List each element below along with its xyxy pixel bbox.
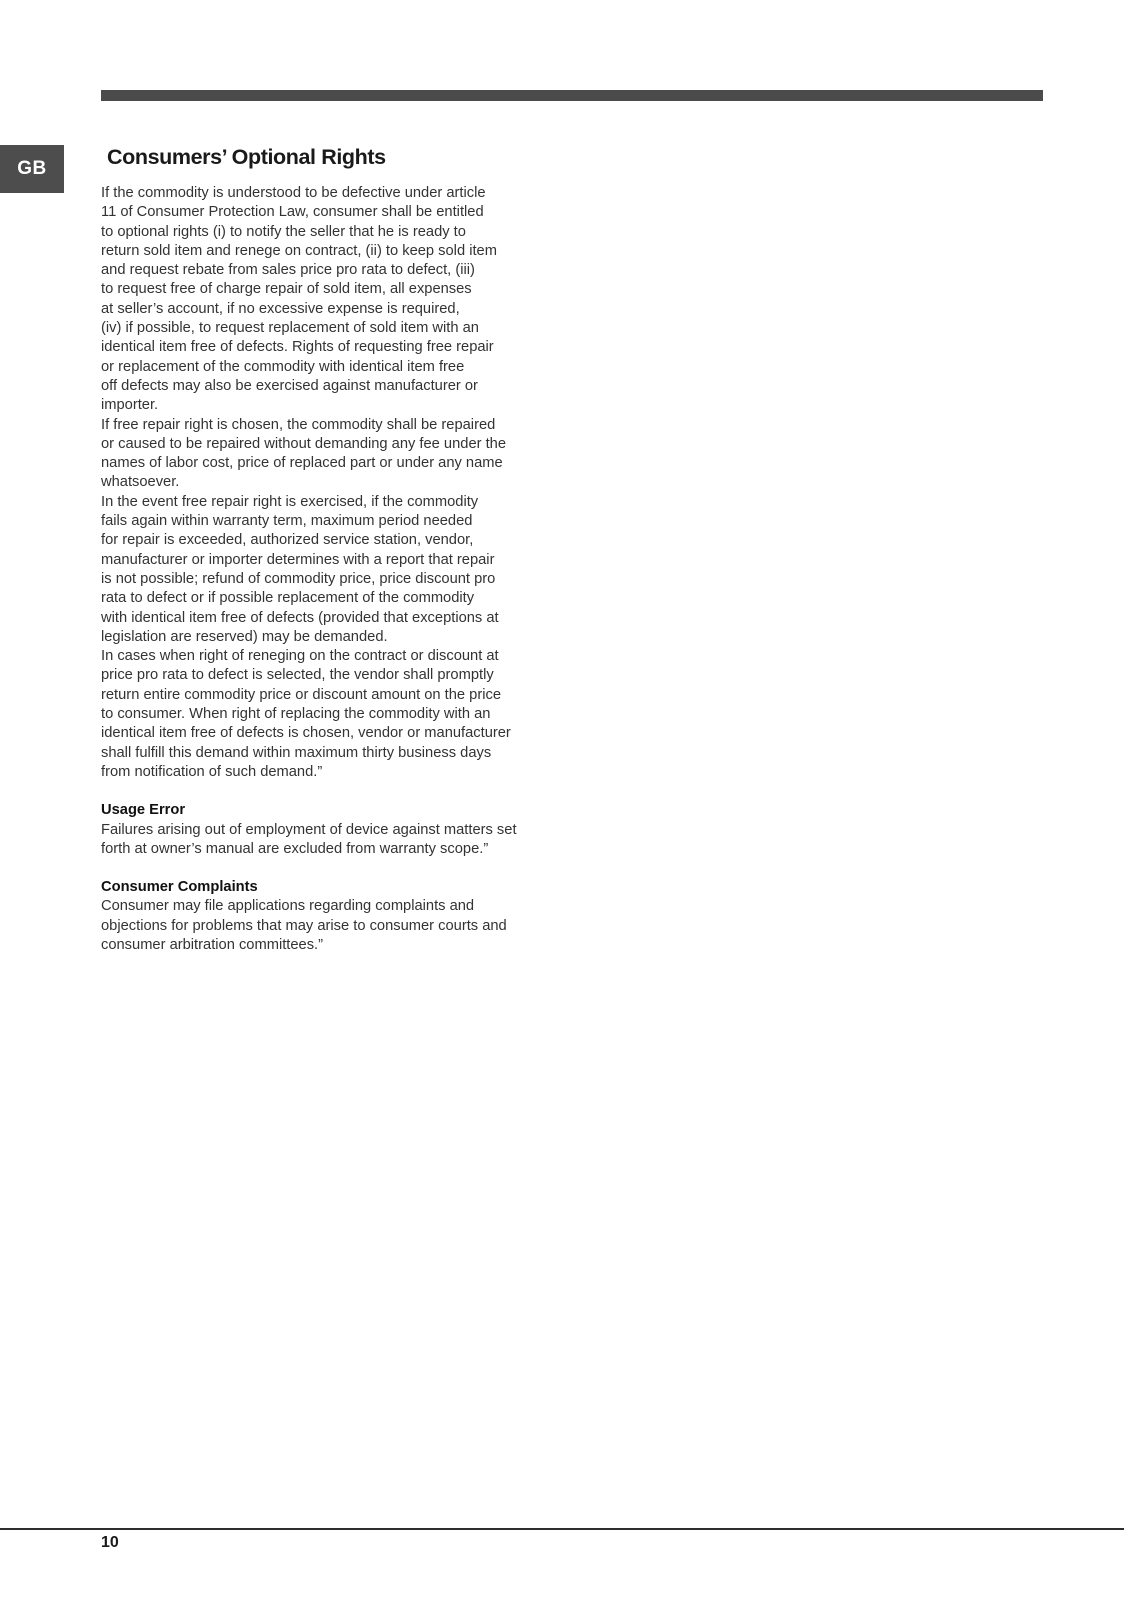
text-line: shall fulfill this demand within maximum thirty business days [101, 744, 492, 761]
text-line: If free repair right is chosen, the commodity shall be repaired [101, 416, 496, 433]
language-tab: GB [0, 145, 64, 193]
text-line: rata to defect or if possible replacement of the commodity [101, 590, 475, 607]
text-line: or replacement of the commodity with identical item free [101, 358, 465, 375]
consumer-complaints-section [101, 878, 571, 955]
text-line: is not possible; refund of commodity price, price discount pro [101, 570, 496, 587]
text-line: In cases when right of reneging on the contract or discount at [101, 648, 499, 665]
section-heading: Consumer Complaints [101, 879, 258, 896]
text-line: identical item free of defects is chosen, vendor or manufacturer [101, 725, 511, 742]
text-line: to request free of charge repair of sold item, all expenses [101, 281, 472, 298]
text-line: from notification of such demand.” [101, 763, 323, 780]
text-line: 11 of Consumer Protection Law, consumer shall be entitled [101, 204, 484, 221]
text-line: return entire commodity price or discount amount on the price [101, 686, 502, 703]
text-line: Failures arising out of employment of device against matters set [101, 821, 517, 838]
text-line: to consumer. When right of replacing the commodity with an [101, 706, 491, 723]
text-line: for repair is exceeded, authorized service station, vendor, [101, 532, 474, 549]
text-line: off defects may also be exercised against manufacturer or [101, 377, 478, 394]
text-line: at seller’s account, if no excessive expense is required, [101, 300, 460, 317]
text-line: identical item free of defects. Rights of requesting free repair [101, 339, 494, 356]
text-line: importer. [101, 397, 159, 414]
text-line: and request rebate from sales price pro rata to defect, (iii) [101, 262, 475, 279]
text-line: fails again within warranty term, maximum period needed [101, 513, 473, 530]
text-line: legislation are reserved) may be demanded. [101, 628, 388, 645]
text-line: consumer arbitration committees.” [101, 936, 324, 953]
text-line: price pro rata to defect is selected, the vendor shall promptly [101, 667, 494, 684]
text-line: In the event free repair right is exercised, if the commodity [101, 493, 479, 510]
content-column [101, 142, 571, 955]
text-line: (iv) if possible, to request replacement of sold item with an [101, 320, 479, 337]
text-line: names of labor cost, price of replaced part or under any name [101, 455, 503, 472]
text-line: to optional rights (i) to notify the seller that he is ready to [101, 223, 466, 240]
text-line: Consumer may file applications regarding complaints and [101, 898, 475, 915]
text-line: whatsoever. [101, 474, 180, 491]
header-rule [101, 90, 1043, 101]
page-number: 10 [101, 1534, 119, 1551]
text-line: forth at owner’s manual are excluded from warranty scope.” [101, 840, 489, 857]
main-paragraphs [101, 184, 571, 955]
usage-error-section [101, 801, 571, 859]
page-title: Consumers’ Optional Rights [107, 145, 386, 169]
text-line: If the commodity is understood to be defective under article [101, 185, 486, 201]
text-line: with identical item free of defects (provided that exceptions at [101, 609, 499, 626]
section-heading: Usage Error [101, 802, 186, 819]
text-line: manufacturer or importer determines with a report that repair [101, 551, 495, 568]
footer-rule [0, 1528, 1124, 1530]
text-line: or caused to be repaired without demanding any fee under the [101, 435, 506, 452]
text-line: objections for problems that may arise to consumer courts and [101, 917, 507, 934]
text-line: return sold item and renege on contract, (ii) to keep sold item [101, 242, 497, 259]
